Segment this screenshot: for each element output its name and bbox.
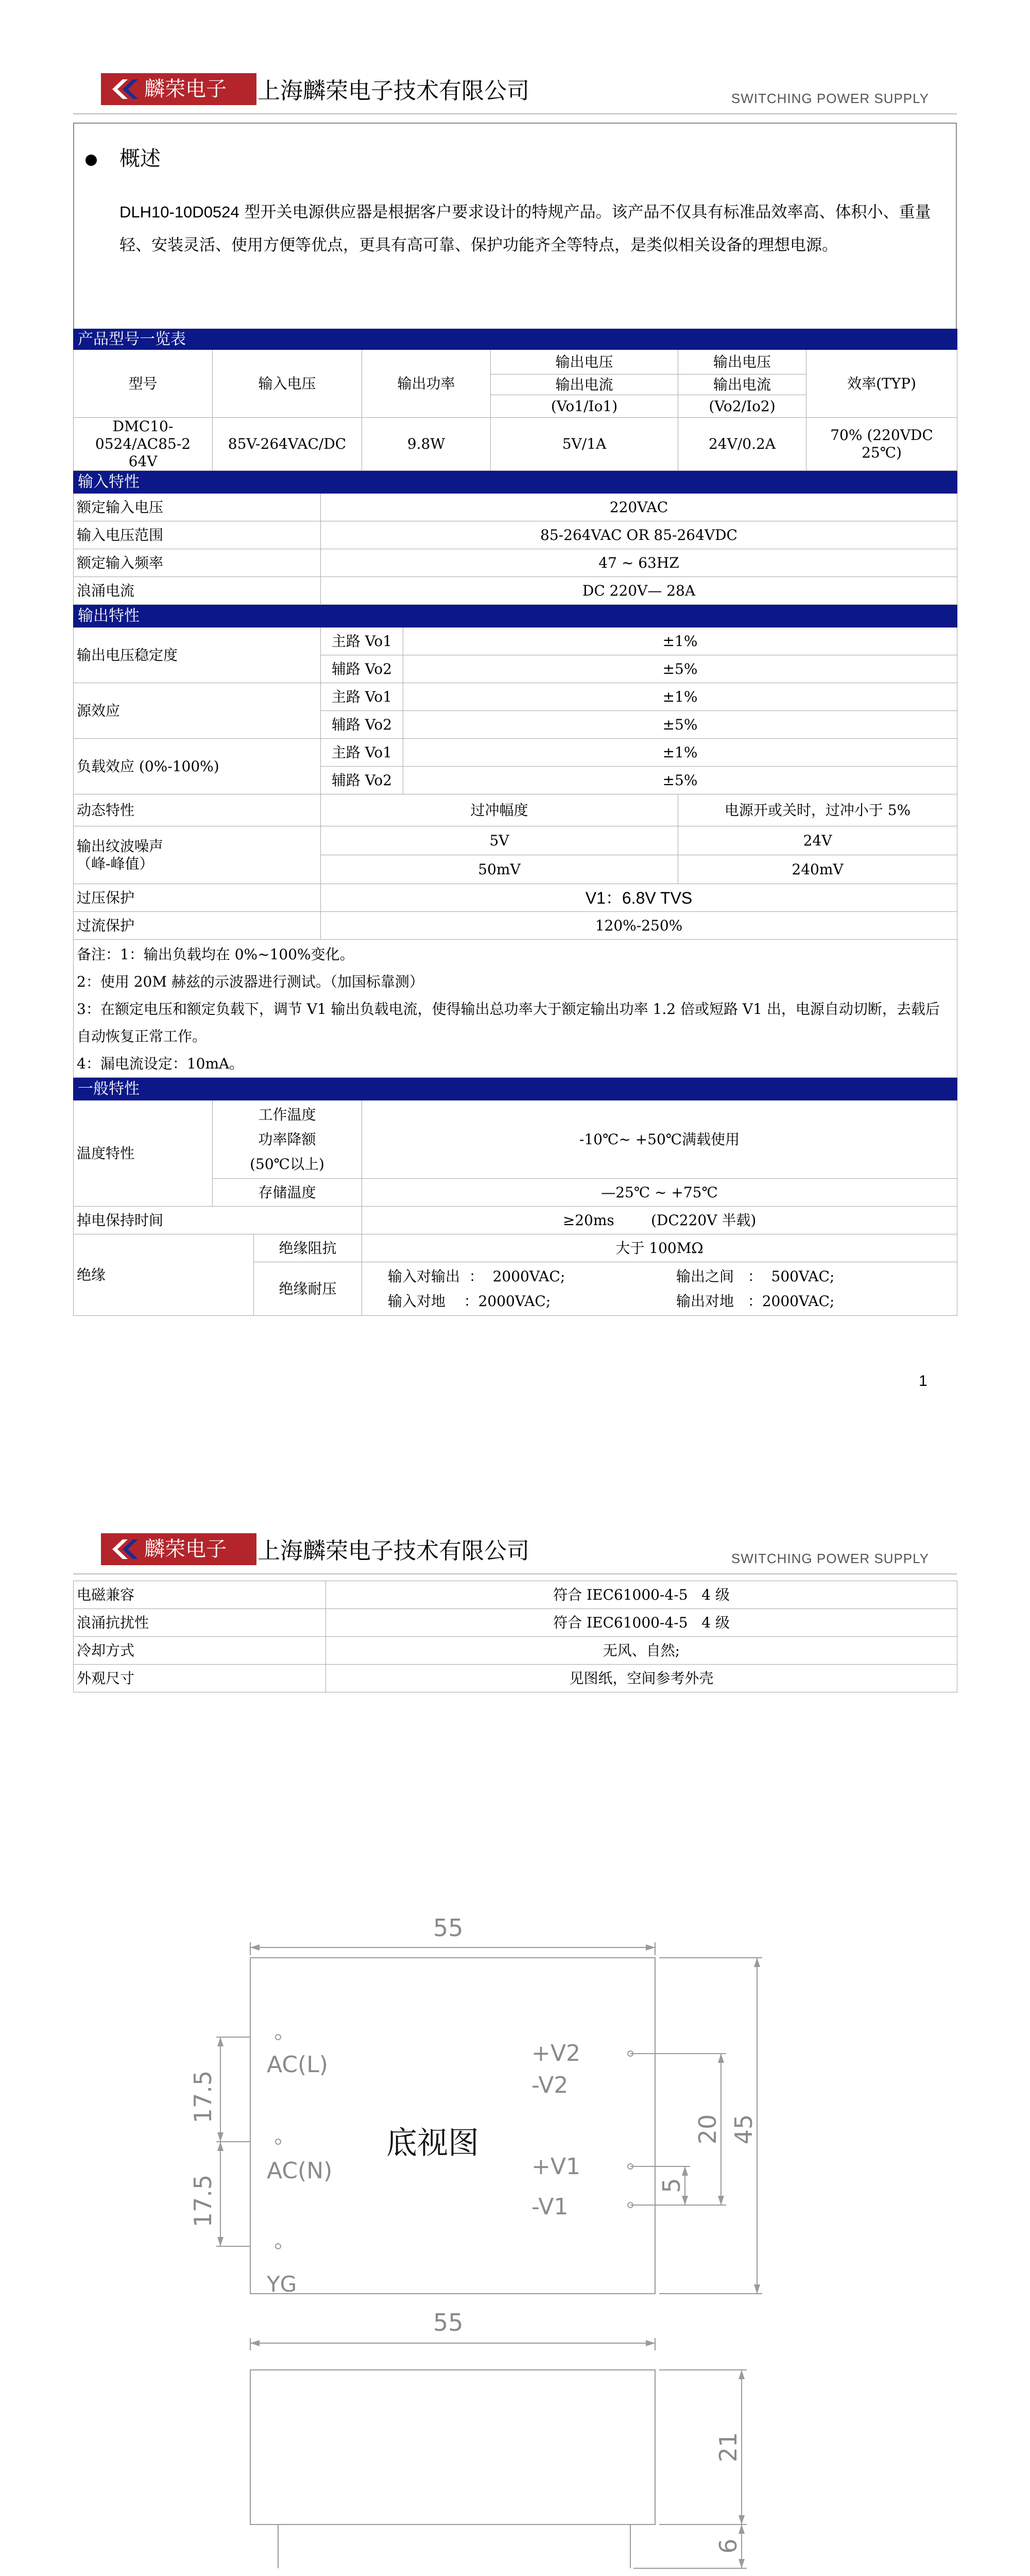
temp-work-line3: (50℃以上) — [250, 1155, 324, 1173]
row-value: 240mV — [678, 855, 957, 884]
table-row — [74, 549, 957, 577]
row-value: ≥20ms (DC220V 半载) — [362, 1207, 957, 1234]
header-rule — [73, 1573, 957, 1574]
row-value: 47 ~ 63HZ — [321, 549, 957, 577]
row-value: 过冲幅度 — [321, 794, 678, 826]
row-value: 24V — [678, 826, 957, 855]
row-value: DC 220V— 28A — [321, 577, 957, 605]
overview-title: 概述 — [119, 147, 161, 171]
pin-label-v1-plus: +V1 — [531, 2154, 580, 2180]
row-label: 浪涌抗扰性 — [74, 1609, 326, 1637]
row-label: 外观尺寸 — [74, 1665, 326, 1692]
pin-label-acn: AC(N) — [267, 2158, 333, 2184]
row-sub: 绝缘阻抗 — [254, 1234, 362, 1262]
note-3: 3：在额定电压和额定负载下，调节 V1 输出负载电流，使得输出总功率大于额定输出功率 1.2 倍或短路 V1 出，电源自动切断，去载后自动恢复正常工作。 — [77, 1001, 940, 1045]
bottom-view-label: 底视图 — [386, 2125, 479, 2161]
company-logo — [101, 73, 256, 105]
table-row — [74, 577, 957, 605]
section-models — [74, 329, 957, 350]
row-value: 5V — [321, 826, 678, 855]
pin-label-v1-minus: -V1 — [531, 2194, 569, 2220]
col-out2-sub: (Vo2/Io2) — [678, 395, 806, 418]
row-sub: 辅路 Vo2 — [321, 711, 403, 739]
dim-pin-20: 20 — [694, 2114, 722, 2145]
note-1: 备注：1：输出负载均在 0%~100%变化。 — [77, 946, 354, 963]
row-value: —25℃ ~ +75℃ — [362, 1179, 957, 1207]
drawing-svg — [103, 1855, 927, 2576]
row-value: ±1% — [403, 683, 957, 711]
overview-model: DLH10-10D0524 — [119, 203, 239, 221]
dim-width-55: 55 — [433, 1914, 464, 1942]
page-number-1: 1 — [919, 1372, 928, 1389]
row-sub: 主路 Vo1 — [321, 683, 403, 711]
col-out1-line1: 输出电压 — [491, 350, 678, 375]
row-value — [362, 1262, 957, 1316]
row-value: 大于 100MΩ — [362, 1234, 957, 1262]
row-label: 绝缘 — [74, 1234, 254, 1316]
table-row — [74, 1234, 957, 1262]
table-row — [74, 628, 957, 655]
ripple-label-line1: 输出纹波噪声 — [77, 837, 164, 855]
row-label: 源效应 — [74, 683, 321, 739]
temp-work-line1: 工作温度 — [258, 1106, 316, 1123]
table-row — [74, 1100, 957, 1179]
table-row — [74, 494, 957, 521]
row-value: 见图纸，空间参考外壳 — [326, 1665, 957, 1692]
header-tagline: SWITCHING POWER SUPPLY — [731, 1551, 929, 1566]
section-general — [74, 1078, 957, 1100]
row-value: ±1% — [403, 739, 957, 767]
row-sub: 绝缘耐压 — [254, 1262, 362, 1316]
row-label: 电磁兼容 — [74, 1581, 326, 1609]
model-name-line1: DMC10-0524/AC85-2 — [95, 418, 191, 452]
logo-chevron-icon — [107, 1539, 140, 1559]
model-name — [74, 418, 213, 471]
model-eff-line1: 70% (220VDC — [830, 427, 933, 444]
row-label: 浪涌电流 — [74, 577, 321, 605]
row-label: 冷却方式 — [74, 1637, 326, 1665]
row-sub: 存储温度 — [213, 1179, 362, 1207]
col-model: 型号 — [74, 350, 213, 418]
table-row — [74, 521, 957, 549]
bullet-icon — [85, 155, 97, 166]
insulation-in-gnd: 输入对地 ：2000VAC; — [388, 1292, 551, 1310]
table-row — [74, 739, 957, 767]
row-label: 动态特性 — [74, 794, 321, 826]
row-label: 负载效应 (0%-100%) — [74, 739, 321, 794]
model-name-line2: 64V — [128, 453, 158, 470]
insulation-in-out: 输入对输出 ： 2000VAC; — [388, 1267, 565, 1285]
col-efficiency: 效率(TYP) — [806, 350, 957, 418]
page2-header — [0, 1533, 1030, 1574]
model-output-power: 9.8W — [362, 418, 491, 471]
side-dim-height-21: 21 — [714, 2432, 742, 2463]
model-efficiency — [806, 418, 957, 471]
row-value: 220VAC — [321, 494, 957, 521]
model-out1: 5V/1A — [491, 418, 678, 471]
col-out1-line2: 输出电流 — [491, 375, 678, 395]
row-value: 电源开或关时，过冲小于 5% — [678, 794, 957, 826]
row-value: ±5% — [403, 655, 957, 683]
row-value: ±5% — [403, 711, 957, 739]
col-input-voltage: 输入电压 — [213, 350, 362, 418]
row-value: V1：6.8V TVS — [321, 884, 957, 912]
row-label: 额定输入电压 — [74, 494, 321, 521]
row-label: 额定输入频率 — [74, 549, 321, 577]
company-name: 上海麟荣电子技术有限公司 — [258, 78, 529, 104]
logo-text: 麟荣电子 — [144, 77, 227, 101]
section-output — [74, 605, 957, 628]
row-value: 50mV — [321, 855, 678, 884]
row-sub: 辅路 Vo2 — [321, 655, 403, 683]
table-row — [74, 1609, 957, 1637]
table-row — [74, 1207, 957, 1234]
row-sub: 辅路 Vo2 — [321, 767, 403, 794]
row-label: 掉电保持时间 — [74, 1207, 362, 1234]
model-out2: 24V/0.2A — [678, 418, 806, 471]
row-sub: 主路 Vo1 — [321, 739, 403, 767]
row-label: 温度特性 — [74, 1100, 213, 1207]
insulation-line1 — [388, 1264, 954, 1289]
row-value: 符合 IEC61000-4-5 4 级 — [326, 1609, 957, 1637]
overview-text: 型开关电源供应器是根据客户要求设计的特规产品。该产品不仅具有标准品效率高、体积小、重量轻、安装灵活、使用方便等优点，更具有高可靠、保护功能齐全等特点，是类似相关设备的理想电源。 — [119, 203, 931, 255]
company-name: 上海麟荣电子技术有限公司 — [258, 1538, 529, 1564]
pin-label-yg: YG — [267, 2272, 297, 2297]
spec-table-page1 — [73, 329, 957, 1316]
overview-box — [73, 123, 957, 329]
company-logo — [101, 1533, 256, 1565]
note-2: 2：使用 20M 赫兹的示波器进行测试。（加国标靠测） — [77, 973, 424, 990]
row-value: 符合 IEC61000-4-5 4 级 — [326, 1581, 957, 1609]
spec-table-page2 — [73, 1581, 957, 1692]
temp-work-line2: 功率降额 — [258, 1130, 316, 1148]
table-row — [74, 1665, 957, 1692]
pin-label-v2-minus: -V2 — [531, 2072, 569, 2098]
notes-row — [74, 940, 957, 1078]
row-label — [74, 826, 321, 884]
col-output-power: 输出功率 — [362, 350, 491, 418]
row-value: -10℃~ +50℃满载使用 — [362, 1100, 957, 1179]
row-value: ±5% — [403, 767, 957, 794]
model-row — [74, 418, 957, 471]
table-row — [74, 912, 957, 940]
row-value: 无风、自然; — [326, 1637, 957, 1665]
note-4: 4：漏电流设定：10mA。 — [77, 1055, 244, 1072]
insulation-out-out: 输出之间 ： 500VAC; — [676, 1267, 835, 1285]
dim-pin-5: 5 — [658, 2178, 685, 2193]
section-title: 输入特性 — [74, 471, 957, 494]
row-label: 输出电压稳定度 — [74, 628, 321, 683]
table-row — [74, 1581, 957, 1609]
pin-label-v2-plus: +V2 — [531, 2040, 580, 2066]
table-row — [74, 826, 957, 855]
logo-chevron-icon — [107, 79, 140, 99]
header-tagline: SWITCHING POWER SUPPLY — [731, 91, 929, 106]
table-row — [74, 794, 957, 826]
row-label: 过流保护 — [74, 912, 321, 940]
page1-header — [0, 73, 1030, 114]
notes-cell — [74, 940, 957, 1078]
dimension-drawing — [103, 1855, 927, 2576]
insulation-out-gnd: 输出对地 ：2000VAC; — [676, 1292, 835, 1310]
col-out2-line1: 输出电压 — [678, 350, 806, 375]
ripple-label-line2: （峰-峰值） — [77, 855, 154, 872]
model-eff-line2: 25℃) — [862, 444, 902, 461]
col-out1-sub: (Vo1/Io1) — [491, 395, 678, 418]
section-title: 产品型号一览表 — [74, 329, 957, 350]
table-row — [74, 884, 957, 912]
row-sub — [213, 1100, 362, 1179]
side-dim-width-55: 55 — [433, 2309, 464, 2336]
header-rule — [73, 113, 957, 114]
pin-label-acl: AC(L) — [267, 2052, 328, 2078]
side-dim-pin-6: 6 — [714, 2538, 742, 2554]
section-input — [74, 471, 957, 494]
col-out2-line2: 输出电流 — [678, 375, 806, 395]
row-sub: 主路 Vo1 — [321, 628, 403, 655]
table-row — [74, 683, 957, 711]
row-value: 85-264VAC OR 85-264VDC — [321, 521, 957, 549]
dim-left-17-5-top: 17.5 — [189, 2070, 217, 2124]
section-title: 输出特性 — [74, 605, 957, 628]
row-label: 过压保护 — [74, 884, 321, 912]
row-value: 120%-250% — [321, 912, 957, 940]
insulation-line2 — [388, 1289, 954, 1314]
overview-paragraph — [119, 196, 954, 262]
dim-left-17-5-bottom: 17.5 — [189, 2174, 217, 2228]
logo-text: 麟荣电子 — [144, 1537, 227, 1561]
row-label: 输入电压范围 — [74, 521, 321, 549]
section-title: 一般特性 — [74, 1078, 957, 1100]
dim-height-45: 45 — [730, 2114, 758, 2145]
row-value: ±1% — [403, 628, 957, 655]
table-row — [74, 1637, 957, 1665]
model-input-voltage: 85V-264VAC/DC — [213, 418, 362, 471]
